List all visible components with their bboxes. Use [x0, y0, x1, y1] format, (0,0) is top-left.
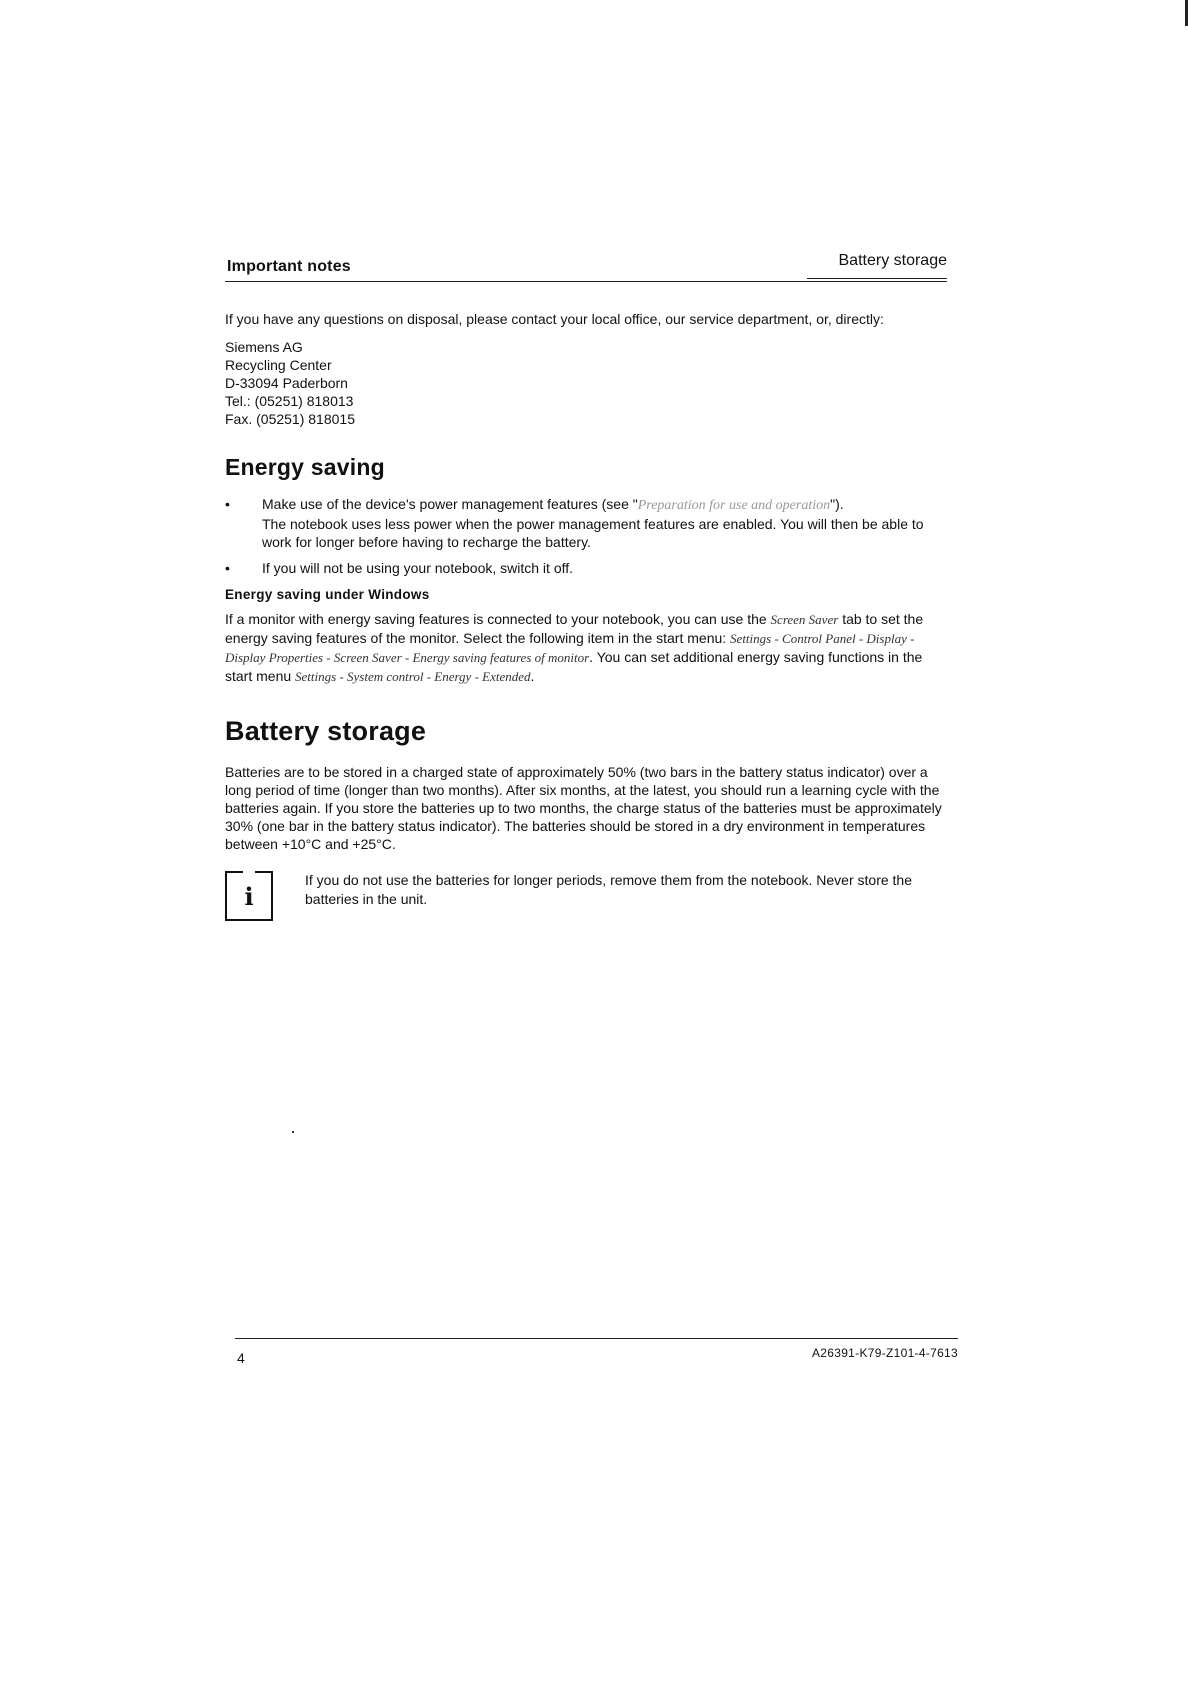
paragraph-text: . [530, 668, 535, 684]
address-line: Recycling Center [225, 357, 332, 373]
energy-saving-list [225, 495, 947, 577]
tab-name: Screen Saver [770, 612, 839, 627]
address-line: Siemens AG [225, 339, 303, 355]
section-title: Battery storage [838, 252, 947, 269]
windows-subheading: Energy saving under Windows [225, 587, 430, 602]
bullet-text: If you will not be using your notebook, switch it off. [262, 560, 574, 576]
running-header [225, 250, 947, 284]
bullet-text: Make use of the device's power management features (see " [262, 496, 638, 512]
disposal-intro: If you have any questions on disposal, please contact your local office, our service department, or, directly: [225, 311, 884, 327]
cross-reference: Preparation for use and operation [637, 498, 831, 513]
menu-path: Settings - System control - Energy - Extended [295, 669, 531, 684]
scan-speck [292, 1131, 294, 1133]
battery-storage-heading: Battery storage [225, 716, 427, 746]
address-line: Tel.: (05251) 818013 [225, 393, 354, 409]
footer-rule [235, 1338, 958, 1339]
info-icon [225, 871, 273, 921]
list-item [225, 495, 947, 551]
info-glyph: i [244, 881, 254, 911]
info-note [225, 871, 947, 931]
bullet-text-end: "). [830, 496, 844, 512]
bullet-detail: The notebook uses less power when the power management features are enabled. You will then be able to work for longer before having to recharge the battery. [262, 516, 924, 550]
address-line: Fax. (05251) 818015 [225, 411, 355, 427]
list-item [225, 559, 947, 577]
recycling-address [225, 338, 947, 428]
paragraph-text: tab to set the energy saving features of the monitor. Select the following item in the start menu: [225, 611, 924, 646]
paragraph-text: . You can set additional energy saving functions in the start menu [225, 649, 923, 684]
document-code: A26391-K79-Z101-4-7613 [811, 1346, 958, 1360]
address-line: D-33094 Paderborn [225, 375, 348, 391]
page-footer [235, 1338, 958, 1368]
energy-saving-heading: Energy saving [225, 454, 385, 480]
header-rule-accent [807, 278, 947, 279]
page-number: 4 [237, 1350, 245, 1366]
header-rule [225, 281, 947, 282]
paragraph-text: If a monitor with energy saving features is connected to your notebook, you can use the [225, 611, 767, 627]
document-page [225, 250, 947, 931]
battery-storage-paragraph: Batteries are to be stored in a charged state of approximately 50% (two bars in the battery status indicator) over a long period of time (longer than two months). After six months, at the latest, you should run a learning cycle with the batteries again. If you store the batteries up to two months, the charge status of the batteries must be approximately 30% (one bar in the battery status indicator). The batteries should be stored in a dry environment in temperatures between +10°C and +25°C. [225, 764, 942, 852]
menu-path: Settings - Control Panel - Display - Display Properties - Screen Saver - Energy saving features of monitor [225, 631, 915, 665]
chapter-title: Important notes [227, 258, 351, 275]
info-note-text: If you do not use the batteries for longer periods, remove them from the notebook. Never store the batteries in the unit. [305, 872, 912, 907]
windows-paragraph [225, 610, 947, 686]
